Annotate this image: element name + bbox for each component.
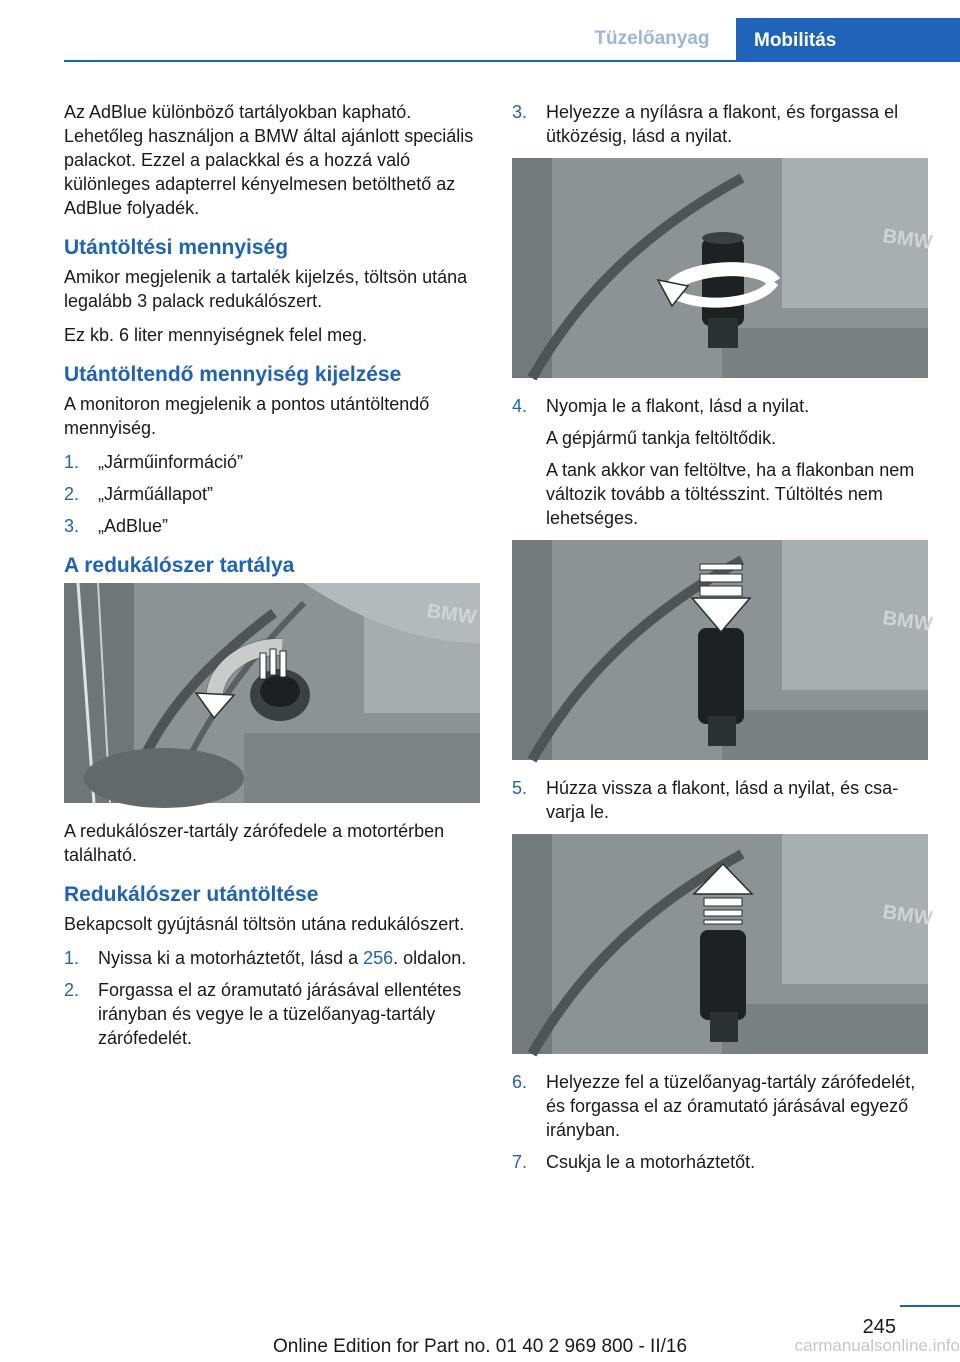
heading-reductant-refill: Redukálószer utántöltése [64,883,319,906]
bmw-engine-cover-logo: BMW [881,225,934,254]
menu-steps-list [64,450,480,538]
display-paragraph: A monitoron megjelenik a pontos utántöltendő mennyiség. [64,394,430,438]
list-item [64,450,480,474]
tank-caption: A redukálószer-tartály zárófedele a motortérben található. [64,821,445,865]
list-item [512,1150,928,1174]
list-item [64,946,480,970]
step-number: 3. [64,516,80,536]
step-text: „Járműállapot” [98,484,214,504]
step-number: 3. [512,102,528,122]
refill-steps-list-left [64,946,480,1050]
heading-refill-amount: Utántöltési mennyiség [64,236,289,259]
step-subtext: A tank akkor van feltöltve, ha a flakonban nem változik tovább a töltésszint. Túltöltés nem lehetséges. [546,460,915,528]
step-text-pre: Nyissa ki a motorháztetőt, lásd a [98,948,364,968]
step-text: Nyomja le a flakont, lásd a nyilat. [546,396,810,416]
right-column [512,100,934,1184]
step-text-post: . oldalon. [393,948,467,968]
engine-bay-photo-bottle-press [512,540,934,760]
list-item [512,394,928,530]
step-number: 2. [64,980,80,1000]
step-number: 2. [64,484,80,504]
watermark: carmanualsonline.info [794,1336,960,1355]
engine-bay-photo-bottle-pull [512,834,934,1054]
amount-paragraph-1: Amikor megjelenik a tartalék kijelzés, töltsön utána legalább 3 palack redukálószert. [64,267,468,311]
refill-paragraph: Bekapcsolt gyújtásnál töltsön utána redukálószert. [64,914,465,934]
step-number: 6. [512,1072,528,1092]
page-number: 245 [862,1316,896,1338]
footer-rule [900,1305,960,1307]
step-subtext: A gépjármű tankja feltöltődik. [546,428,777,448]
refill-steps-list-right-a [512,100,928,148]
step-text: „AdBlue” [98,516,169,536]
page-reference-link[interactable]: 256 [363,948,394,968]
step-number: 5. [512,778,528,798]
step-text: Helyezze a nyílásra a flakont, és forgassa el ütközésig, lásd a nyilat. [546,102,899,146]
step-text: Húzza vissza a flakont, lásd a nyilat, és csavarja le. [546,778,899,822]
page-header [0,0,960,62]
step-text: Helyezze fel a tüzelőanyag-tartály zárófedelét, és forgassa el az óramutató járásával egyező irányban. [546,1072,916,1140]
refill-steps-list-right-c [512,776,928,824]
step-number: 1. [64,948,80,968]
step-number: 1. [64,452,80,472]
engine-bay-photo-bottle-rotate [512,158,934,378]
left-column [64,100,480,1060]
step-text: „Járműinformáció” [98,452,244,472]
refill-steps-list-right-b [512,394,928,530]
section-tab: Tüzelőanyag [594,28,710,49]
bmw-engine-cover-logo: BMW [425,600,478,629]
list-item [512,1070,928,1142]
refill-steps-list-right-d [512,1070,928,1174]
header-rule [64,60,960,62]
bmw-engine-cover-logo: BMW [881,607,934,636]
step-text: Csukja le a motorháztetőt. [546,1152,756,1172]
edition-line: Online Edition for Part no. 01 40 2 969 800 - II/16 [272,1336,688,1357]
list-item [512,776,928,824]
step-text: Forgassa el az óramutató járásával ellentétes irányban és vegye le a tüzelőanyag-tartály zárófedelét. [98,980,462,1048]
heading-reductant-tank: A redukálószer tartálya [64,554,295,577]
step-number: 4. [512,396,528,416]
list-item [64,978,480,1050]
list-item [64,482,480,506]
engine-bay-photo-cap [64,583,480,803]
chapter-tab: Mobilitás [736,18,960,60]
bmw-engine-cover-logo: BMW [881,901,934,930]
heading-amount-display: Utántöltendő mennyiség kijelzése [64,363,402,386]
amount-paragraph-2: Ez kb. 6 liter mennyiségnek felel meg. [64,325,368,345]
list-item [512,100,928,148]
step-number: 7. [512,1152,528,1172]
intro-paragraph: Az AdBlue különböző tartályokban kapható. Lehetőleg használjon a BMW által ajánlott speciális palackot. Ezzel a palackkal és a hozzá való különleges adapterrel kényelmesen betölthető az AdBlue folyadék. [64,102,474,218]
list-item [64,514,480,538]
